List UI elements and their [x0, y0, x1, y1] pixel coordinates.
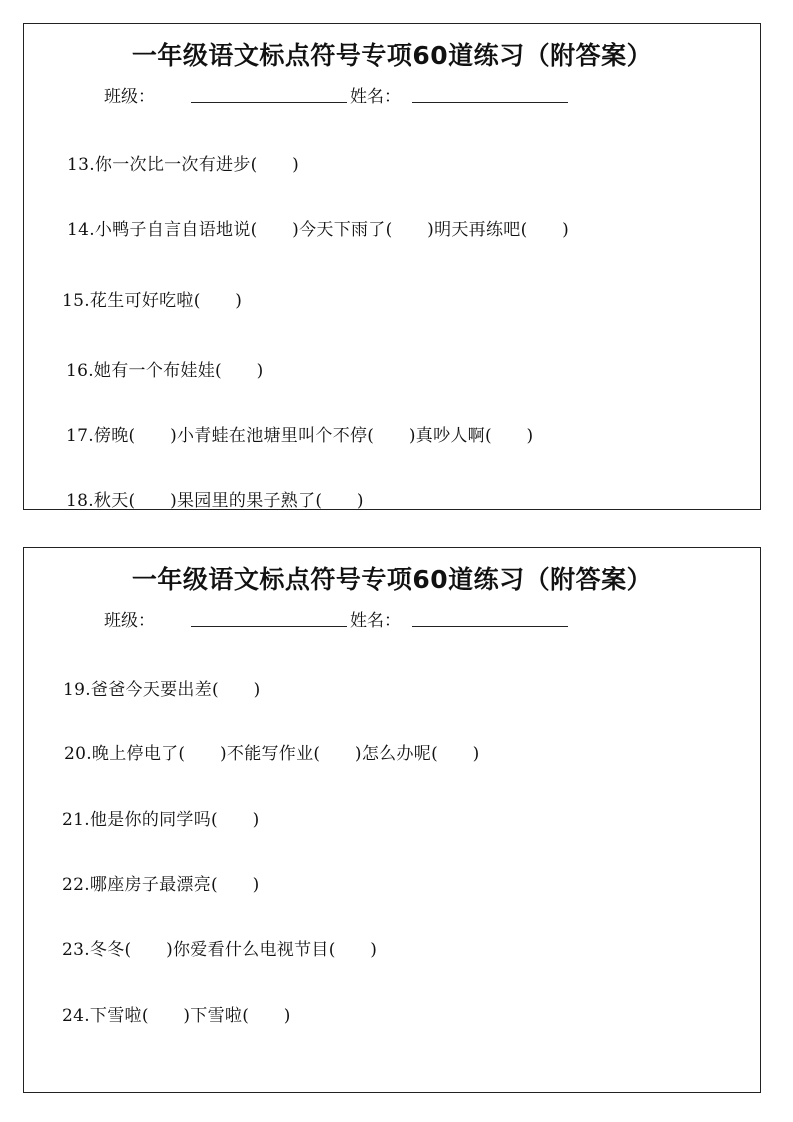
name-blank	[412, 626, 568, 627]
name-label: 姓名：	[350, 87, 401, 107]
question-24: 24.下雪啦( )下雪啦( )	[62, 1006, 291, 1026]
question-14: 14.小鸭子自言自语地说( )今天下雨了( )明天再练吧( )	[67, 220, 570, 240]
name-blank	[412, 102, 568, 103]
question-20: 20.晚上停电了( )不能写作业( )怎么办呢( )	[64, 744, 480, 764]
question-15: 15.花生可好吃啦( )	[62, 291, 243, 311]
page-title: 一年级语文标点符号专项60道练习（附答案）	[131, 565, 653, 594]
question-16: 16.她有一个布娃娃( )	[66, 361, 264, 381]
question-22: 22.哪座房子最漂亮( )	[62, 875, 260, 895]
question-21: 21.他是你的同学吗( )	[62, 810, 260, 830]
page-title: 一年级语文标点符号专项60道练习（附答案）	[131, 41, 653, 70]
question-19: 19.爸爸今天要出差( )	[63, 680, 261, 700]
name-label: 姓名：	[350, 611, 401, 631]
worksheet-page-1	[23, 23, 761, 510]
class-blank	[191, 102, 347, 103]
question-23: 23.冬冬( )你爱看什么电视节目( )	[62, 940, 378, 960]
question-17: 17.傍晚( )小青蛙在池塘里叫个不停( )真吵人啊( )	[66, 426, 534, 446]
class-label: 班级：	[104, 611, 155, 631]
question-18: 18.秋天( )果园里的果子熟了( )	[66, 491, 364, 510]
worksheet-page-2	[23, 547, 761, 1093]
class-label: 班级：	[104, 87, 155, 107]
question-13: 13.你一次比一次有进步( )	[67, 155, 300, 175]
class-blank	[191, 626, 347, 627]
